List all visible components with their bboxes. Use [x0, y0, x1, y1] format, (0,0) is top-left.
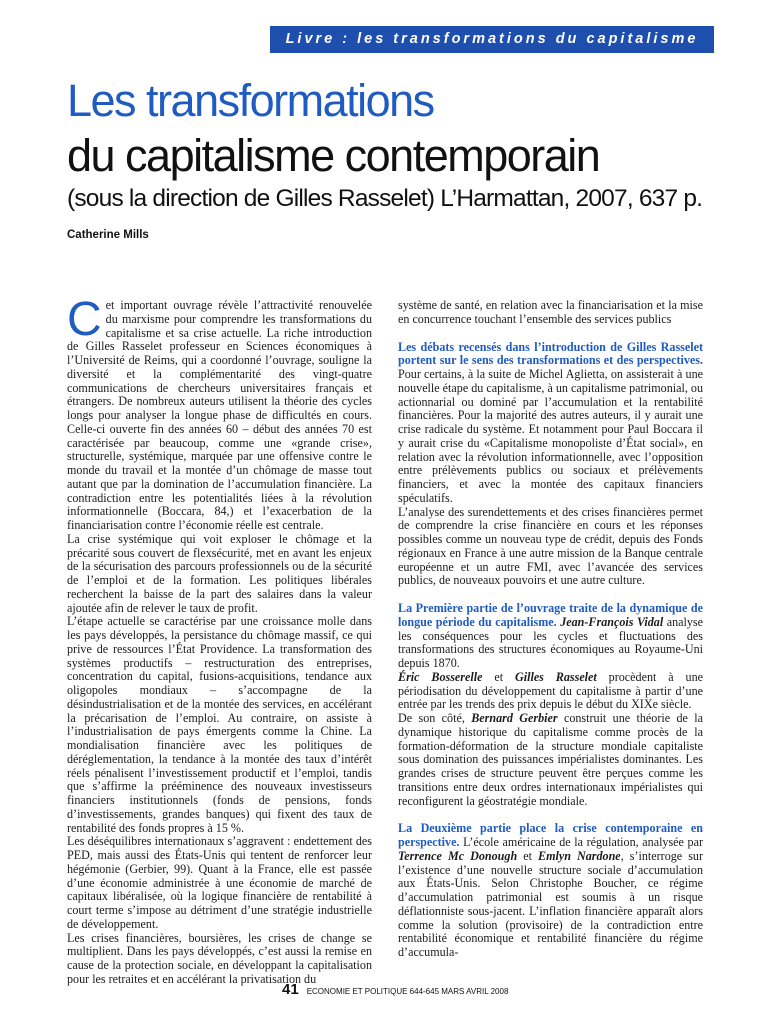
paragraph-text: procèdent à une périodisation du développement du capitalisme à partir d’une entrée par les trends des prix depuis le début du XIXe siècle. [398, 669, 703, 712]
paragraph-text: et [517, 848, 539, 863]
drop-cap: C [67, 293, 102, 346]
paragraph-text: De son côté, [398, 711, 472, 725]
author-mention: Terrence Mc Donough [398, 848, 518, 863]
author-mention: Bernard Gerbier [471, 711, 558, 725]
section-lead: La Deuxième partie place la crise contemporaine en perspective. [398, 821, 703, 849]
paragraph: L’étape actuelle se caractérise par une croissance molle dans les pays développés, la persistance du chômage massif, ce qui prive de ressources l’État Providence. La transformation des systèmes productifs – restructuration des entreprises, concentration du capital, fusions-acquisitions, tendance aux oligopoles mondiaux – s’accompagne de la désindustrialisation et de la montée des services, en accélérant la précarisation de l’emploi. Au contraire, on assiste à l’industrialisation de pays émergents comme la Chine. La mondialisation financière avec les politiques de déréglementation, la tendance à la montée des taux d’intérêt réels pénalisent l’investissement productif et l’emploi, tandis que s’affirme la prééminence des nouveaux investisseurs financiers institutionnels (fonds de pensions, fonds d’investissements, grandes banques) qui fixent des taux de rentabilité des fonds propres à 15 %. [67, 614, 372, 835]
paragraph [398, 671, 703, 712]
paragraph: La crise systémique qui voit exploser le chômage et la précarité sous couvert de flexsécurité, met en avant les enjeux de la sécurisation des parcours professionnels ou de la sécurité de l’emploi et de la formation. Les politiques libérales recherchent la baisse de la part des salaires dans la valeur ajoutée afin de relever le taux de profit. [67, 531, 372, 615]
paragraph [398, 602, 703, 671]
paragraph-text: construit une théorie de la dynamique historique du capitalisme comme procès de la formation-déformation de la structure mondiale capitaliste sous domination des puissances impérialistes dominantes. Les grandes crises de structure peuvent être perçues comme les transitions entre deux ordres internationaux impérialistes qui reconfigurent la géostratégie mondiale. [398, 711, 704, 808]
paragraph: Les déséquilibres internationaux s’aggravent : endettement des PED, mais aussi des États-Unis qui tentent de renforcer leur hégémonie (Gerbier, 99). Quant à la France, elle est passée d’une économie administrée à une économie de marché de capitaux libéralisée, où la logique financière de rentabilité à court terme s’impose au détriment d’une stratégie industrielle de développement. [67, 834, 372, 931]
article-title-line-1: Les transformations [67, 75, 434, 126]
page-number: 41 [282, 981, 299, 998]
article-title-line-2: du capitalisme contemporain [67, 130, 600, 181]
paragraph-text: , s’interroge sur l’existence d’une nouvelle structure sociale d’accumulation aux États-Unis. Selon Christophe Boucher, ce régime d’accumulation patrimonial est soumis à un risque déflationniste sous-jacent. L’inflation financière apparaît alors comme la solution (provisoire) de la contradiction entre rentabilité économique et rentabilité financière du régime d’accumula- [398, 848, 703, 959]
section-lead: La Première partie de l’ouvrage traite de la dynamique de longue période du capitalisme. [398, 601, 703, 629]
left-text-column [67, 293, 372, 987]
paragraph [398, 712, 703, 808]
paragraph-text: Pour certains, à la suite de Michel Aglietta, on assisterait à une nouvelle étape du capitalisme, à un capitalisme patrimonial, ou actionnarial ou dominé par l’accumulation et la rentabilité financières. Pour la majorité des autres auteurs, il y aurait une crise radicale du système. Et notamment pour Paul Boccara il y aurait crise du «Capitalisme monopoliste d’État social», en relation avec la révolution informationnelle, avec l’opposition entre prélèvements publics ou sociaux et prélèvements financiers, et avec la montée des capitaux financiers spéculatifs. [398, 367, 703, 505]
author-mention: Gilles Rasselet [515, 669, 597, 684]
author-name: Catherine Mills [67, 229, 149, 241]
paragraph: Les crises financières, boursières, les crises de change se multiplient. Dans les pays développés, c’est aussi la remise en cause de la protection sociale, en développant la capitalisation pour les retraites et en accélérant la privatisation du [67, 930, 372, 986]
paragraph [67, 293, 372, 533]
paragraph-text: analyse les conséquences pour les cycles et fluctuations des transformations des structures économiques au Royaume-Uni depuis 1870. [398, 614, 703, 670]
paragraph-text: et important ouvrage révèle l’attractivité renouvelée du marxisme pour comprendre les transformations du capitalisme et sa crise actuelle. La riche introduction de Gilles Rasselet professeur en Sciences économiques à l’Université de Reims, qui a coordonné l’ouvrage, souligne la diversité et la complémentarité des vingt-quatre communications de chercheurs universitaires français et étrangers. De nombreux auteurs utilisent la théorie des cycles longs pour analyser la longue phase de difficultés en cours. Celle-ci ouverte fin des années 60 – début des années 70 est caractérisée par beaucoup, comme une «grande crise», structurelle, systémique, marquée par une offensive contre le monde du travail et la montée d’un chômage de masse tout autant que par la domination de l’accumulation financière. La contradiction entre les potentialités liées à la révolution informationnelle (Boccara, 84,) et l’exacerbation de la financiarisation contre l’économie réelle est centrale. [67, 298, 372, 532]
book-reference: (sous la direction de Gilles Rasselet) L’Harmattan, 2007, 637 p. [67, 185, 703, 212]
paragraph: L’analyse des surendettements et des crises financières permet de comprendre la crise financière en cours et les réponses possibles comme un nouveau type de crédit, depuis des Fonds régionaux en France à une autre mission de la Banque centrale européenne et un autre FMI, avec l’avancée des services publics, de nouveaux pouvoirs et une autre culture. [398, 504, 703, 588]
paragraph-text: L’école américaine de la régulation, analysée par [459, 835, 703, 849]
section-banner: Livre : les transformations du capitalisme [270, 26, 714, 53]
right-text-column [398, 299, 703, 960]
paragraph-text: et [482, 669, 515, 684]
paragraph: système de santé, en relation avec la financiarisation et la mise en concurrence touchant l’ensemble des services publics [398, 298, 703, 326]
journal-name: ECONOMIE ET POLITIQUE 644-645 MARS AVRIL 2008 [306, 987, 509, 996]
page-footer [282, 981, 508, 999]
author-mention: Éric Bosserelle [398, 669, 483, 684]
paragraph [398, 822, 703, 960]
section-lead: Les débats recensés dans l’introduction de Gilles Rasselet portent sur le sens des transformations et des perspectives. [398, 339, 703, 368]
author-mention: Emlyn Nardone [538, 848, 621, 863]
paragraph [398, 341, 703, 506]
author-mention: Jean-François Vidal [560, 614, 664, 629]
